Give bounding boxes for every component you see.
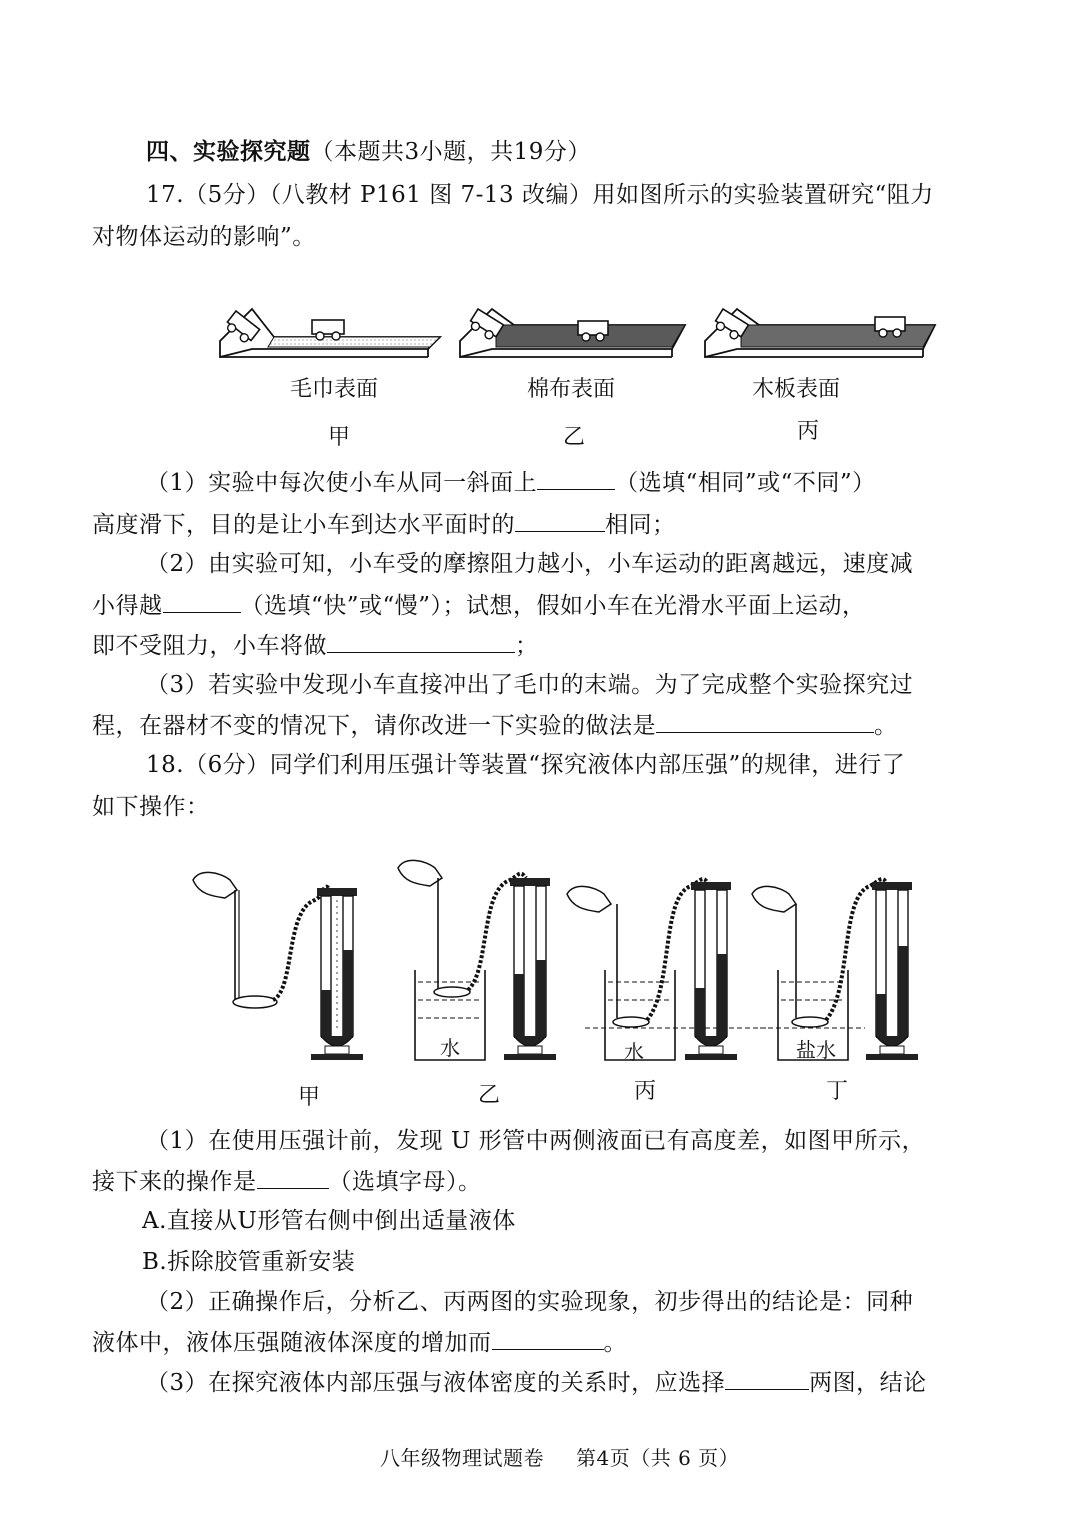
q17-caption-cotton: 棉布表面: [527, 377, 616, 402]
ramp-panel-cotton: [460, 309, 685, 357]
q17-label-bing: 丙: [797, 419, 820, 444]
answer-blank[interactable]: [656, 710, 874, 733]
q17-caption-towel: 毛巾表面: [290, 377, 379, 402]
hand-icon: [398, 860, 442, 886]
probe-icon: [434, 987, 470, 997]
text: 相同；: [605, 512, 676, 538]
q18-part2-line1: （2）正确操作后，分析乙、丙两图的实验现象，初步得出的结论是：同种: [146, 1289, 914, 1315]
q17-part2-line1: （2）由实验可知，小车受的摩擦阻力越小，小车运动的距离越远，速度减: [146, 551, 914, 577]
probe-icon: [233, 996, 277, 1008]
text: 两图，结论: [809, 1370, 927, 1396]
q18-liquid-yi: 水: [440, 1036, 460, 1060]
text: 高度滑下，目的是让小车到达水平面时的: [92, 512, 515, 538]
hand-icon: [567, 886, 611, 912]
q18-label-yi: 乙: [478, 1083, 501, 1108]
q18-part1-line2: [92, 1166, 482, 1197]
probe-icon: [792, 1017, 828, 1027]
q17-part2-line3: [92, 630, 539, 661]
answer-blank[interactable]: [163, 590, 241, 613]
manometer-panel-bing: [567, 879, 770, 1060]
page-footer: [380, 1443, 739, 1473]
text: （选填“相同”或“不同”）: [615, 470, 876, 496]
text: 小得越: [92, 593, 163, 619]
manometer-panel-yi: [398, 860, 556, 1060]
q18-part2-line2: [92, 1327, 627, 1358]
q17-stem-line1: 17.（5分）（八教材 P161 图 7-13 改编）用如图所示的实验装置研究“阻力: [146, 182, 934, 208]
q17-part3-line1: （3）若实验中发现小车直接冲出了毛巾的末端。为了完成整个实验探究过: [146, 672, 914, 698]
q18-option-a: A.直接从U形管右侧中倒出适量液体: [142, 1208, 516, 1234]
text: 。: [603, 1330, 627, 1356]
section-title: 四、实验探究题: [146, 138, 311, 165]
q18-label-jia: 甲: [298, 1085, 321, 1110]
answer-blank[interactable]: [257, 1166, 329, 1189]
q17-caption-wood: 木板表面: [752, 377, 841, 402]
text: ；: [515, 633, 539, 659]
ramp-panel-wood: [705, 309, 935, 357]
q17-part1-line2: [92, 509, 676, 540]
footer-paper-title: 八年级物理试题卷: [380, 1446, 544, 1470]
q18-option-b: B.拆除胶管重新安装: [142, 1249, 356, 1275]
text: （3）在探究液体内部压强与液体密度的关系时，应选择: [146, 1370, 726, 1396]
q18-stem-line1: 18.（6分）同学们利用压强计等装置“探究液体内部压强”的规律，进行了: [146, 752, 906, 778]
text: 。: [874, 713, 898, 739]
answer-blank[interactable]: [537, 467, 615, 490]
manometer-panel-ding: [752, 879, 918, 1060]
text: （1）实验中每次使小车从同一斜面上: [146, 470, 538, 496]
q18-part3-line1: [146, 1367, 927, 1398]
footer-page-number: 第4页（共 6 页）: [576, 1446, 740, 1470]
text: 接下来的操作是: [92, 1169, 257, 1195]
section-note: （本题共3小题，共19分）: [310, 139, 591, 165]
q17-label-yi: 乙: [563, 425, 586, 450]
answer-blank[interactable]: [492, 1327, 604, 1350]
q17-label-jia: 甲: [328, 425, 351, 450]
q18-liquid-bing: 水: [624, 1040, 644, 1064]
ramp-panel-towel: [220, 309, 440, 357]
answer-blank[interactable]: [327, 630, 515, 653]
q18-liquid-ding: 盐水: [796, 1038, 836, 1062]
hand-icon: [193, 872, 237, 898]
text: 即不受阻力，小车将做: [92, 633, 327, 659]
q17-stem-line2: 对物体运动的影响”。: [92, 224, 316, 250]
q18-stem-line2: 如下操作：: [92, 794, 210, 820]
q17-part2-line2: [92, 590, 866, 621]
manometer-panel-jia: [193, 872, 363, 1060]
q18-label-bing: 丙: [634, 1079, 657, 1104]
q17-part3-line2: [92, 710, 898, 741]
section-heading: [146, 137, 591, 167]
q18-label-ding: 丁: [826, 1079, 849, 1104]
text: 液体中，液体压强随液体深度的增加而: [92, 1330, 492, 1356]
q17-part1-line1: [146, 467, 876, 498]
q18-part1-line1: （1）在使用压强计前，发现 U 形管中两侧液面已有高度差，如图甲所示，: [146, 1128, 926, 1154]
hand-icon: [752, 886, 796, 912]
text: 程，在器材不变的情况下，请你改进一下实验的做法是: [92, 713, 656, 739]
probe-icon: [613, 1017, 649, 1027]
answer-blank[interactable]: [515, 509, 605, 532]
text: （选填“快”或“慢”）；试想，假如小车在光滑水平面上运动，: [240, 593, 866, 619]
answer-blank[interactable]: [725, 1367, 809, 1390]
text: （选填字母）。: [328, 1169, 482, 1195]
